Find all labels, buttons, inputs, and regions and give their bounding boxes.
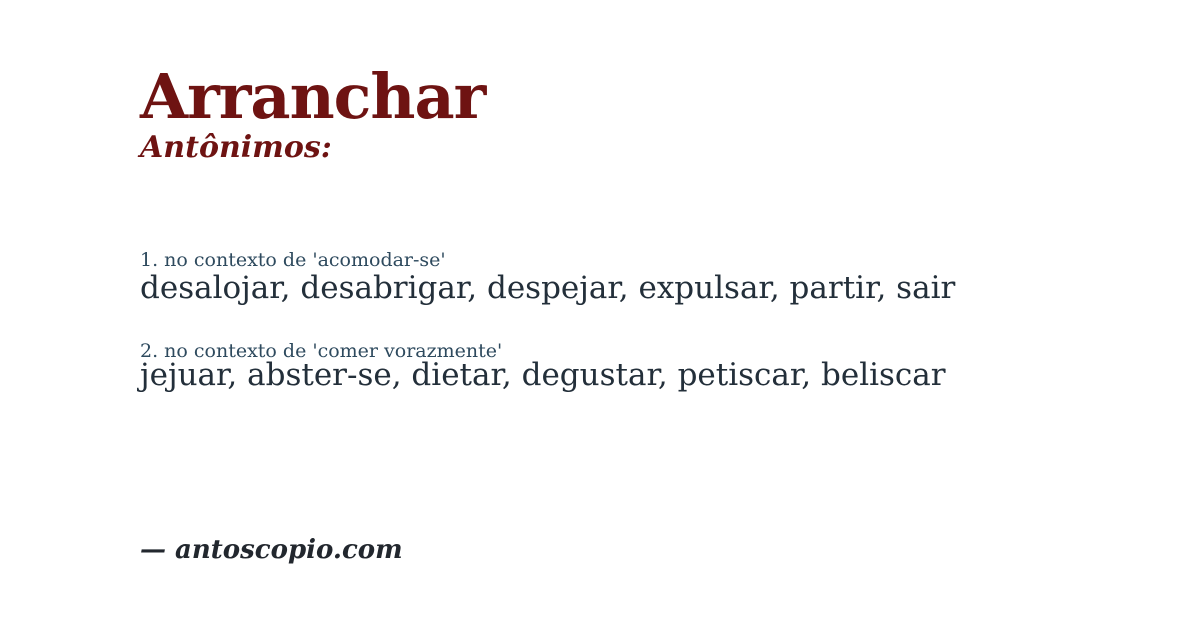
antonym-list-2: jejuar, abster-se, dietar, degustar, petiscar, beliscar [140,357,946,393]
context-label-1: 1. no contexto de 'acomodar-se' [140,249,446,271]
antonym-list-1: desalojar, desabrigar, despejar, expulsar, partir, sair [140,270,956,306]
context-label-2: 2. no contexto de 'comer vorazmente' [140,340,503,362]
source-attribution: — antoscopio.com [140,535,403,565]
antonyms-heading: Antônimos: [140,130,332,165]
word-title: Arranchar [140,60,486,133]
